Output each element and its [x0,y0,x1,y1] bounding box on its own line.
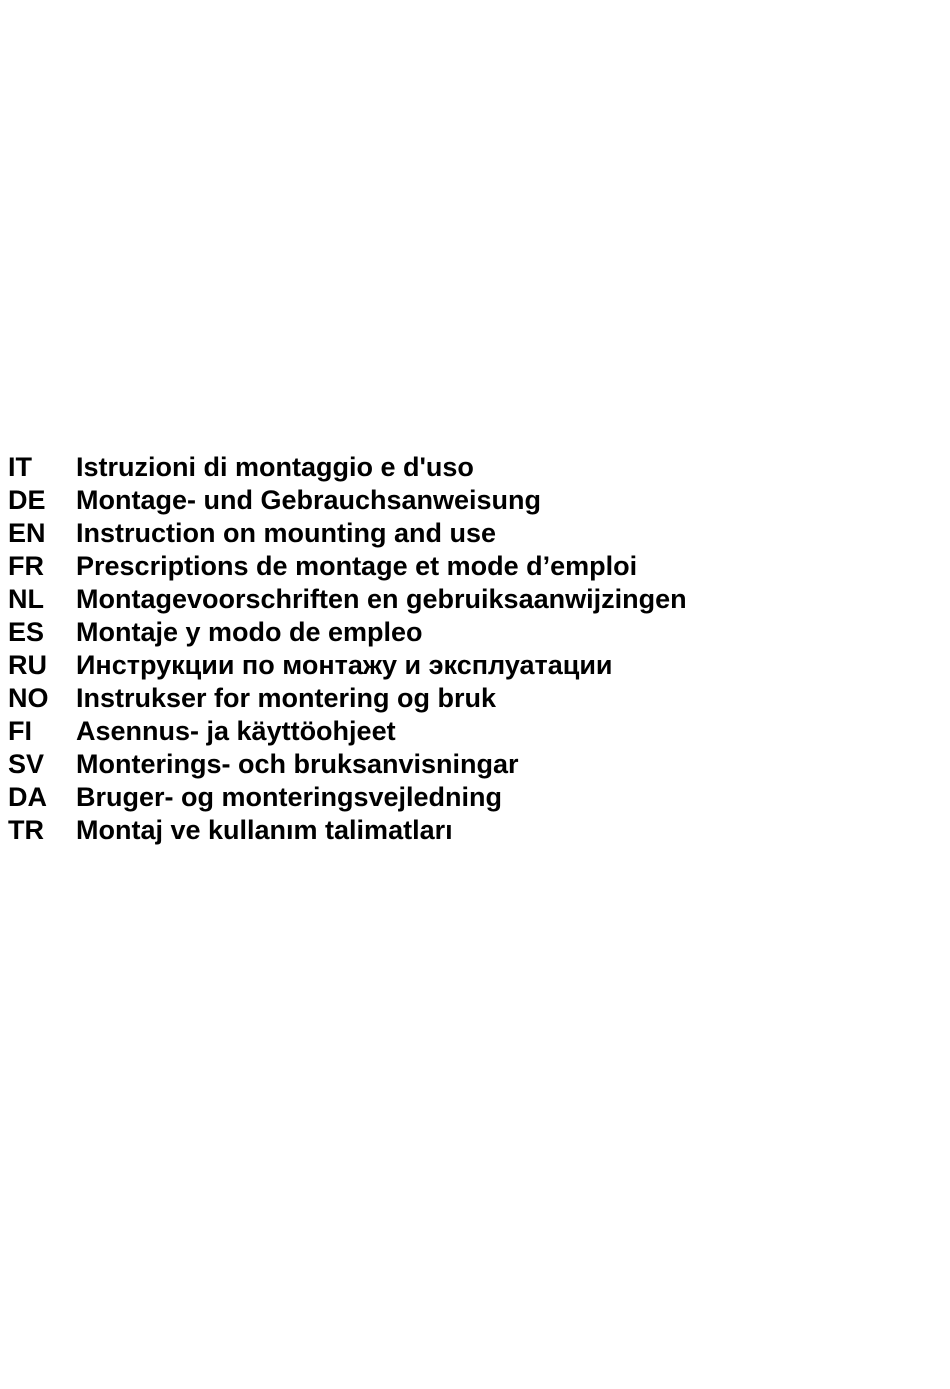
language-row-no [8,682,687,715]
language-code: TR [8,815,44,845]
language-title: Montaje y modo de empleo [76,617,423,647]
language-title: Asennus- ja käyttöohjeet [76,716,396,746]
language-code: NO [8,683,49,713]
language-title: Prescriptions de montage et mode d’emploi [76,551,638,581]
language-code: FR [8,551,44,581]
language-code: IT [8,452,32,482]
language-title: Bruger- og monteringsvejledning [76,782,503,812]
language-row-sv [8,748,687,781]
language-code: RU [8,650,47,680]
language-title: Istruzioni di montaggio e d'uso [76,452,474,482]
language-code: EN [8,518,46,548]
language-code: FI [8,716,32,746]
language-row-fi [8,715,687,748]
language-row-de [8,484,687,517]
language-code: ES [8,617,45,647]
language-title: Instruction on mounting and use [76,518,496,548]
language-code: NL [8,584,44,614]
language-title: Montaj ve kullanım talimatları [76,815,453,845]
language-title: Инструкции по монтажу и эксплуатации [76,650,613,680]
language-row-da [8,781,687,814]
language-code: SV [8,749,45,779]
language-code: DE [8,485,46,515]
language-row-en [8,517,687,550]
language-title: Montagevoorschriften en gebruiksaanwijzingen [76,584,687,614]
language-title: Instrukser for montering og bruk [76,683,497,713]
language-list [8,451,687,847]
language-title: Montage- und Gebrauchsanweisung [76,485,542,515]
language-code: DA [8,782,47,812]
language-row-fr [8,550,687,583]
language-row-nl [8,583,687,616]
language-row-es [8,616,687,649]
language-row-it [8,451,687,484]
language-title: Monterings- och bruksanvisningar [76,749,519,779]
language-row-tr [8,814,687,847]
language-row-ru [8,649,687,682]
